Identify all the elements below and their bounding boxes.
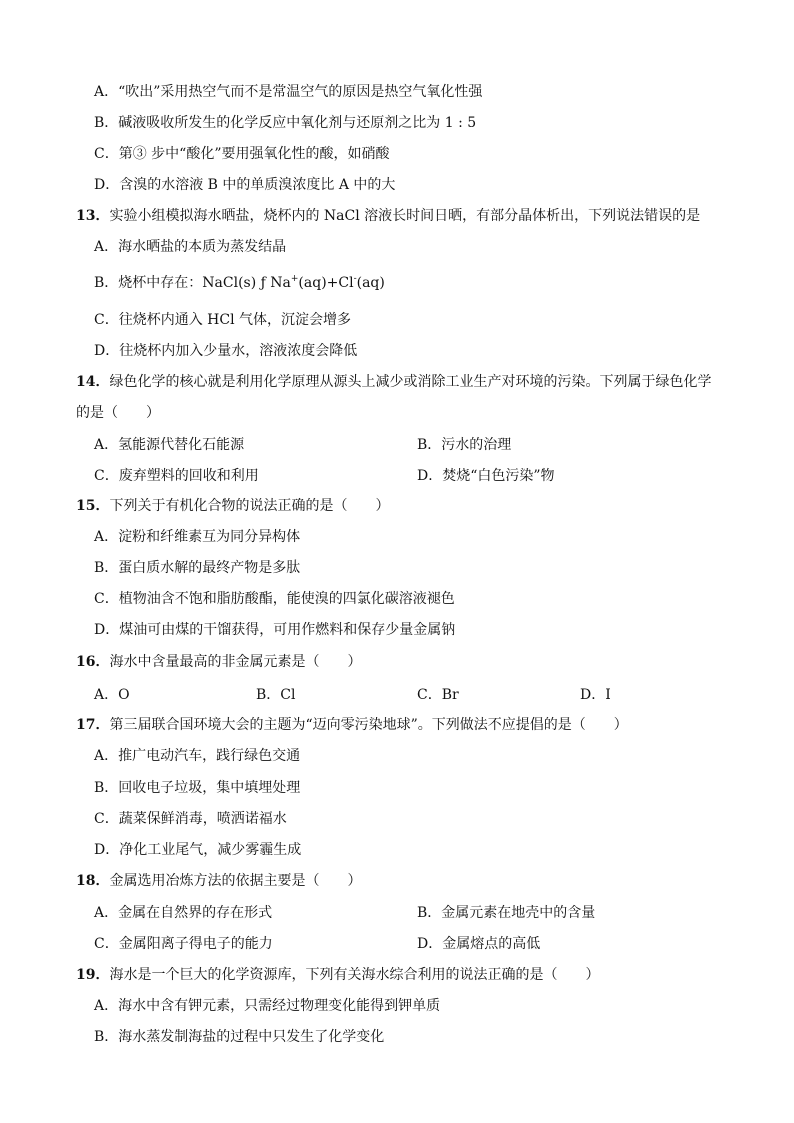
q18-option-b: B．金属元素在地壳中的含量 <box>417 905 596 921</box>
q14-text: 绿色化学的核心就是利用化学原理从源头上减少或消除工业生产对环境的污染。下列属于绿色化学 <box>109 374 712 390</box>
q15-option-a: A．淀粉和纤维素互为同分异构体 <box>94 529 301 545</box>
q13-option-a: A．海水晒盐的本质为蒸发结晶 <box>94 239 287 255</box>
q17-stem <box>76 715 628 735</box>
q19-option-a: A．海水中含有钾元素，只需经过物理变化能得到钾单质 <box>94 998 441 1014</box>
q13-option-b-mid: (aq)+Cl <box>298 275 354 291</box>
q13-option-b-prefix: B．烧杯中存在：NaCl(s) ƒ Na <box>94 275 291 291</box>
q14-option-b: B．污水的治理 <box>417 437 512 453</box>
q12-option-a: A．“吹出”采用热空气而不是常温空气的原因是热空气氧化性强 <box>94 84 483 100</box>
q17-text: 第三届联合国环境大会的主题为“迈向零污染地球”。下列做法不应提倡的是（ ） <box>109 717 628 733</box>
q17-option-d: D．净化工业尾气，减少雾霾生成 <box>94 842 302 858</box>
q19-option-b: B．海水蒸发制海盐的过程中只发生了化学变化 <box>94 1029 385 1045</box>
q17-option-a: A．推广电动汽车，践行绿色交通 <box>94 748 301 764</box>
q18-stem <box>76 871 361 891</box>
q16-text: 海水中含量最高的非金属元素是（ ） <box>109 654 362 670</box>
q13-option-c: C．往烧杯内通入 HCl 气体，沉淀会增多 <box>94 312 352 328</box>
q15-text: 下列关于有机化合物的说法正确的是（ ） <box>109 498 390 514</box>
q13-text: 实验小组模拟海水晒盐，烧杯内的 NaCl 溶液长时间日晒，有部分晶体析出，下列说法错误的是 <box>109 208 701 224</box>
q14-option-d: D．焚烧“白色污染”物 <box>417 468 555 484</box>
q13-number: 13． <box>76 208 110 224</box>
q17-option-c: C．蔬菜保鲜消毒，喷洒诺福水 <box>94 811 287 827</box>
q16-option-b: B．Cl <box>256 687 296 703</box>
q16-option-c: C．Br <box>417 687 459 703</box>
q13-option-b-sup1: + <box>290 274 299 284</box>
q18-text: 金属选用冶炼方法的依据主要是（ ） <box>109 873 362 889</box>
q18-option-d: D．金属熔点的高低 <box>417 936 541 952</box>
q13-stem <box>76 206 700 226</box>
q19-number: 19． <box>76 967 110 983</box>
q18-option-c: C．金属阳离子得电子的能力 <box>94 936 273 952</box>
q14-option-a: A．氢能源代替化石能源 <box>94 437 245 453</box>
q13-option-b-end: (aq) <box>356 275 385 291</box>
q17-number: 17． <box>76 717 110 733</box>
q14-stem-continued: 的是（ ） <box>76 405 160 421</box>
q14-stem <box>76 372 711 392</box>
q18-option-a: A．金属在自然界的存在形式 <box>94 905 273 921</box>
q15-option-d: D．煤油可由煤的干馏获得，可用作燃料和保存少量金属钠 <box>94 622 456 638</box>
q13-option-d: D．往烧杯内加入少量水，溶液浓度会降低 <box>94 343 358 359</box>
q16-stem <box>76 652 361 672</box>
q14-number: 14． <box>76 374 110 390</box>
q16-option-d: D．I <box>580 687 611 703</box>
q17-option-b: B．回收电子垃圾，集中填埋处理 <box>94 780 301 796</box>
q19-stem <box>76 965 599 985</box>
q16-number: 16． <box>76 654 110 670</box>
q13-option-b <box>94 273 385 293</box>
q16-option-a: A．O <box>94 687 130 703</box>
q15-option-b: B．蛋白质水解的最终产物是多肽 <box>94 560 301 576</box>
q15-option-c: C．植物油含不饱和脂肪酸酯，能使溴的四氯化碳溶液褪色 <box>94 591 455 607</box>
q12-option-d: D．含溴的水溶液 B 中的单质溴浓度比 A 中的大 <box>94 177 396 193</box>
q18-number: 18． <box>76 873 110 889</box>
q14-option-c: C．废弃塑料的回收和利用 <box>94 468 259 484</box>
q19-text: 海水是一个巨大的化学资源库，下列有关海水综合利用的说法正确的是（ ） <box>109 967 600 983</box>
q15-number: 15． <box>76 498 110 514</box>
q12-option-b: B．碱液吸收所发生的化学反应中氧化剂与还原剂之比为 1 : 5 <box>94 115 477 131</box>
q15-stem <box>76 496 389 516</box>
q12-option-c: C．第③ 步中“酸化”要用强氧化性的酸，如硝酸 <box>94 146 390 162</box>
q13-option-b-sup2: - <box>353 274 357 284</box>
